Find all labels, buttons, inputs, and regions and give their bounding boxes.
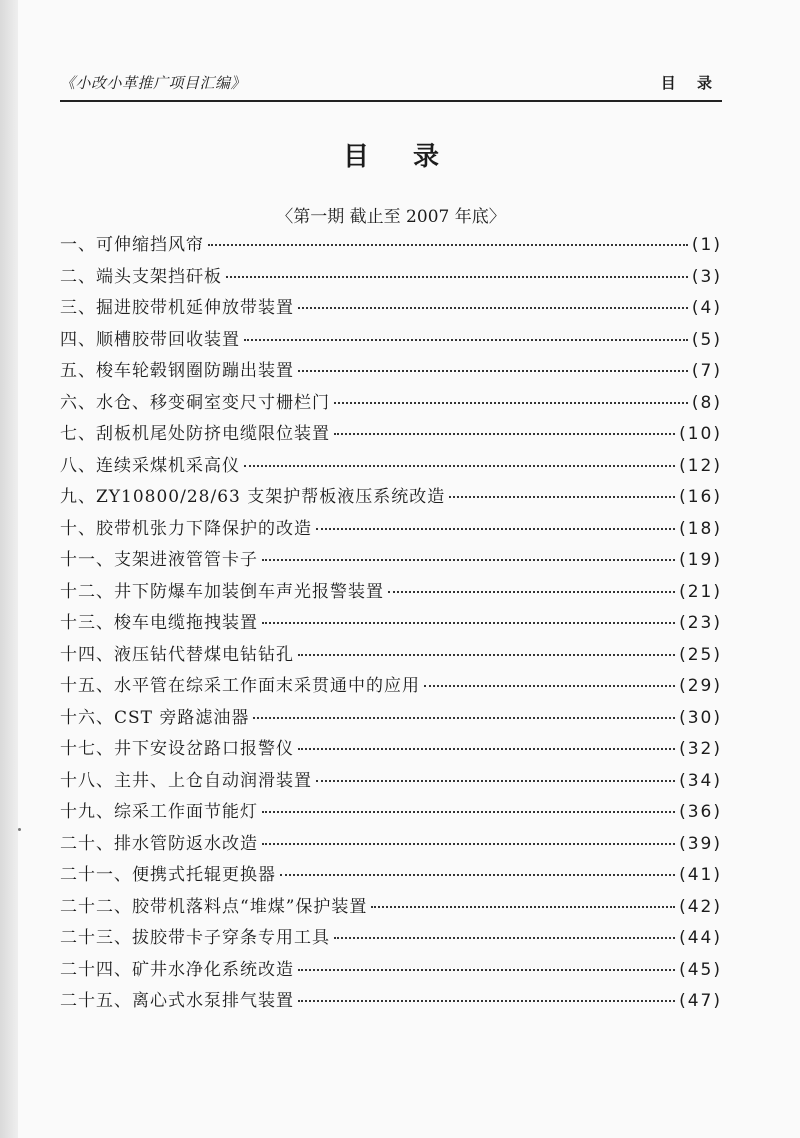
dot-leader	[298, 369, 688, 372]
toc-entry-page: (12)	[679, 455, 722, 476]
toc-entry-title: 十七、井下安设岔路口报警仪	[60, 739, 294, 759]
toc-entry	[60, 734, 722, 766]
dot-leader	[316, 527, 675, 530]
toc-entry-page: (32)	[679, 739, 722, 759]
dot-leader	[244, 464, 675, 467]
dot-leader	[298, 747, 675, 750]
dot-leader	[208, 243, 688, 246]
toc-entry-page: (4)	[691, 298, 722, 318]
toc-entry	[60, 608, 722, 640]
table-of-contents	[60, 230, 722, 1018]
dot-leader	[262, 842, 675, 845]
toc-entry	[60, 923, 722, 955]
toc-entry	[60, 230, 722, 262]
dot-leader	[316, 779, 675, 782]
toc-entry-page: (10)	[679, 424, 722, 444]
toc-entry	[60, 829, 722, 861]
toc-entry-title: 二十、排水管防返水改造	[60, 833, 258, 854]
toc-entry	[60, 671, 722, 703]
toc-entry	[60, 482, 722, 514]
toc-entry-title: 九、ZY10800/28/63 支架护帮板液压系统改造	[60, 487, 446, 507]
toc-entry	[60, 640, 722, 672]
dot-leader	[298, 306, 688, 309]
toc-entry-title: 二十二、胶带机落料点“堆煤”保护装置	[60, 896, 368, 917]
toc-entry-title: 十六、CST 旁路滤油器	[60, 707, 250, 728]
toc-entry	[60, 388, 722, 420]
section-name: 目 录	[660, 74, 720, 92]
toc-entry-page: (47)	[679, 991, 722, 1011]
dot-leader	[253, 716, 675, 719]
dot-leader	[334, 936, 675, 939]
toc-entry-page: (39)	[679, 833, 722, 854]
toc-entry-page: (21)	[679, 581, 722, 602]
toc-entry-title: 四、顺槽胶带回收装置	[60, 329, 240, 350]
toc-entry-page: (19)	[679, 550, 722, 570]
toc-entry-title: 十二、井下防爆车加装倒车声光报警装置	[60, 581, 384, 602]
dot-leader	[424, 684, 675, 687]
toc-entry-title: 八、连续采煤机采高仪	[60, 455, 240, 476]
toc-entry-page: (16)	[679, 487, 722, 507]
toc-entry-page: (34)	[679, 770, 722, 791]
dot-leader	[262, 810, 675, 813]
toc-entry	[60, 356, 722, 388]
toc-entry-page: (45)	[679, 959, 722, 980]
toc-entry-page: (44)	[679, 928, 722, 948]
toc-entry-title: 七、刮板机尾处防挤电缆限位装置	[60, 424, 330, 444]
toc-entry-page: (5)	[691, 329, 722, 350]
toc-entry-page: (8)	[691, 392, 722, 413]
toc-entry-page: (1)	[691, 235, 722, 255]
toc-entry-page: (41)	[679, 865, 722, 885]
toc-entry-title: 五、梭车轮毂钢圈防蹦出装置	[60, 361, 294, 381]
dot-leader	[244, 338, 688, 341]
toc-entry-title: 二十一、便携式托辊更换器	[60, 865, 276, 885]
toc-entry-title: 十四、液压钻代替煤电钻钻孔	[60, 644, 294, 665]
toc-entry	[60, 860, 722, 892]
toc-entry-title: 十五、水平管在综采工作面末采贯通中的应用	[60, 676, 420, 696]
book-title: 《小改小革推广项目汇编》	[60, 74, 247, 92]
page-title: 目录	[342, 142, 483, 172]
toc-entry	[60, 892, 722, 924]
dot-leader	[298, 653, 675, 656]
toc-entry-page: (42)	[679, 896, 722, 917]
toc-entry-title: 十三、梭车电缆拖拽装置	[60, 613, 258, 633]
toc-entry	[60, 293, 722, 325]
toc-entry	[60, 325, 722, 357]
toc-entry-title: 二、端头支架挡矸板	[60, 266, 222, 287]
toc-entry	[60, 451, 722, 483]
dot-leader	[449, 495, 675, 498]
toc-entry-page: (25)	[679, 644, 722, 665]
toc-entry-title: 六、水仓、移变硐室变尺寸栅栏门	[60, 392, 330, 413]
toc-entry-title: 一、可伸缩挡风帘	[60, 235, 204, 255]
running-header	[60, 72, 720, 100]
toc-entry-title: 二十四、矿井水净化系统改造	[60, 959, 294, 980]
scan-speck	[18, 828, 21, 831]
toc-entry	[60, 766, 722, 798]
toc-entry-page: (30)	[679, 707, 722, 728]
dot-leader	[280, 873, 675, 876]
toc-entry-title: 二十五、离心式水泵排气装置	[60, 991, 294, 1011]
dot-leader	[298, 968, 675, 971]
toc-entry-title: 十一、支架进液管管卡子	[60, 550, 258, 570]
toc-entry-title: 十、胶带机张力下降保护的改造	[60, 518, 312, 539]
toc-entry-page: (36)	[679, 802, 722, 822]
toc-entry-page: (3)	[691, 266, 722, 287]
toc-entry-title: 二十三、拔胶带卡子穿条专用工具	[60, 928, 330, 948]
toc-entry	[60, 955, 722, 987]
toc-entry-title: 十八、主井、上仓自动润滑装置	[60, 770, 312, 791]
toc-entry-title: 十九、综采工作面节能灯	[60, 802, 258, 822]
toc-entry	[60, 262, 722, 294]
dot-leader	[388, 590, 675, 593]
toc-entry-page: (23)	[679, 613, 722, 633]
toc-entry	[60, 545, 722, 577]
toc-entry	[60, 514, 722, 546]
toc-entry-title: 三、掘进胶带机延伸放带装置	[60, 298, 294, 318]
toc-entry-page: (7)	[691, 361, 722, 381]
dot-leader	[334, 401, 688, 404]
toc-entry	[60, 577, 722, 609]
dot-leader	[334, 432, 675, 435]
dot-leader	[262, 558, 675, 561]
toc-entry-page: (18)	[679, 518, 722, 539]
dot-leader	[262, 621, 675, 624]
dot-leader	[298, 999, 675, 1002]
dot-leader	[226, 275, 688, 278]
toc-entry	[60, 419, 722, 451]
toc-entry	[60, 986, 722, 1018]
toc-entry	[60, 703, 722, 735]
header-rule	[60, 100, 722, 102]
toc-entry-page: (29)	[679, 676, 722, 696]
dot-leader	[371, 905, 675, 908]
page-subtitle: 〈第一期 截止至 2007 年底〉	[276, 207, 506, 227]
toc-entry	[60, 797, 722, 829]
